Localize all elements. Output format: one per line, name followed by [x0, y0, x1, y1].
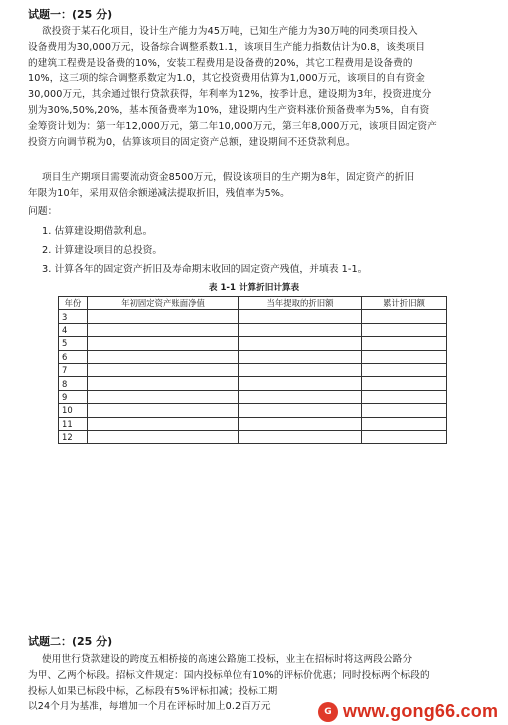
year-cell: 3 — [59, 310, 88, 323]
questions-heading: 问题： — [28, 206, 58, 217]
table-row — [59, 310, 447, 323]
question-item-2: 2. 计算建设项目的总投资。 — [42, 245, 163, 256]
accumulated-depreciation-cell[interactable] — [362, 310, 447, 323]
opening-net-value-cell[interactable] — [88, 310, 239, 323]
table-row — [59, 404, 447, 417]
question-1-title: 试题一：(25 分) — [28, 8, 113, 21]
accumulated-depreciation-cell[interactable] — [362, 390, 447, 403]
table-row — [59, 417, 447, 430]
year-cell: 12 — [59, 430, 88, 443]
annual-depreciation-cell[interactable] — [239, 323, 362, 336]
accumulated-depreciation-cell[interactable] — [362, 323, 447, 336]
year-cell: 7 — [59, 363, 88, 376]
table-caption: 表 1-1 计算折旧计算表 — [208, 283, 300, 293]
accumulated-depreciation-cell[interactable] — [362, 430, 447, 443]
year-cell: 8 — [59, 377, 88, 390]
opening-net-value-cell[interactable] — [88, 404, 239, 417]
year-cell: 10 — [59, 404, 88, 417]
text-line: 年限为10年，采用双倍余额递减法提取折旧，残值率为5%。 — [28, 187, 290, 199]
year-cell: 11 — [59, 417, 88, 430]
text-line: 以24个月为基准，每增加一个月在评标时加上0.2百万元 — [28, 701, 271, 713]
header-opening-net-value: 年初固定资产账面净值 — [88, 297, 239, 310]
site-watermark — [318, 698, 508, 725]
question-1-paragraph-2 — [28, 170, 493, 202]
text-line: 欲投资于某石化项目，设计生产能力为45万吨，已知生产能力为30万吨的同类项目投入 — [42, 26, 418, 37]
year-cell: 4 — [59, 323, 88, 336]
text-line: 投标人如果已标段中标，乙标段有5%评标扣减；投标工期 — [28, 685, 278, 697]
opening-net-value-cell[interactable] — [88, 323, 239, 336]
accumulated-depreciation-cell[interactable] — [362, 417, 447, 430]
question-2-title: 试题二：(25 分) — [28, 635, 113, 648]
table-row — [59, 363, 447, 376]
table-row — [59, 430, 447, 443]
year-cell: 9 — [59, 390, 88, 403]
annual-depreciation-cell[interactable] — [239, 390, 362, 403]
year-cell: 5 — [59, 337, 88, 350]
opening-net-value-cell[interactable] — [88, 417, 239, 430]
table-row — [59, 323, 447, 336]
opening-net-value-cell[interactable] — [88, 363, 239, 376]
opening-net-value-cell[interactable] — [88, 350, 239, 363]
table-row — [59, 350, 447, 363]
text-line: 为甲、乙两个标段。招标文件规定：国内投标单位有10%的评标价优惠；同时投标两个标段的 — [28, 669, 430, 681]
question-item-3: 3. 计算各年的固定资产折旧及寿命期末收回的固定资产残值，并填表 1-1。 — [42, 264, 368, 275]
annual-depreciation-cell[interactable] — [239, 337, 362, 350]
text-line: 的建筑工程费是设备费的10%，安装工程费用是设备费的20%，其它工程费用是设备费的 — [28, 57, 413, 69]
watermark-logo-icon: G — [318, 702, 338, 722]
accumulated-depreciation-cell[interactable] — [362, 377, 447, 390]
text-line: 金筹资计划为：第一年12,000万元，第二年10,000万元，第三年8,000万元，该项目固定资产 — [28, 120, 437, 132]
table-body — [59, 310, 447, 444]
header-year: 年份 — [59, 297, 88, 310]
table-header-row — [59, 297, 447, 310]
depreciation-table — [58, 296, 447, 444]
annual-depreciation-cell[interactable] — [239, 404, 362, 417]
text-line: 别为30%,50%,20%，基本预备费率为10%，建设期内生产资料涨价预备费率为5%，自有资 — [28, 104, 430, 116]
year-cell: 6 — [59, 350, 88, 363]
text-line: 投资方向调节税为0，估算该项目的固定资产总额，建设期间不还贷款利息。 — [28, 136, 356, 148]
watermark-url: www.gong66.com — [343, 701, 499, 721]
opening-net-value-cell[interactable] — [88, 337, 239, 350]
accumulated-depreciation-cell[interactable] — [362, 337, 447, 350]
accumulated-depreciation-cell[interactable] — [362, 363, 447, 376]
table-row — [59, 390, 447, 403]
text-line: 30,000万元，其余通过银行贷款获得，年利率为12%，按季计息，建设期为3年，投资进度分 — [28, 89, 432, 101]
table-row — [59, 377, 447, 390]
annual-depreciation-cell[interactable] — [239, 430, 362, 443]
header-annual-depreciation: 当年提取的折旧额 — [239, 297, 362, 310]
text-line: 项目生产期项目需要流动资金8500万元，假设该项目的生产期为8年，固定资产的折旧 — [42, 172, 415, 183]
text-line: 设备费用为30,000万元，设备综合调整系数1.1，该项目生产能力指数估计为0.8，该类项目 — [28, 41, 426, 53]
text-line: 10%，这三项的综合调整系数定为1.0，其它投资费用估算为1,000万元，该项目的自有资金 — [28, 73, 425, 85]
question-1-paragraph-1 — [28, 24, 493, 150]
annual-depreciation-cell[interactable] — [239, 310, 362, 323]
annual-depreciation-cell[interactable] — [239, 377, 362, 390]
annual-depreciation-cell[interactable] — [239, 417, 362, 430]
question-item-1: 1. 估算建设期借款利息。 — [42, 226, 153, 237]
text-line: 使用世行贷款建设的跨度五相桥接的高速公路施工投标，业主在招标时将这两段公路分 — [42, 654, 413, 665]
opening-net-value-cell[interactable] — [88, 430, 239, 443]
opening-net-value-cell[interactable] — [88, 377, 239, 390]
accumulated-depreciation-cell[interactable] — [362, 350, 447, 363]
table-row — [59, 337, 447, 350]
opening-net-value-cell[interactable] — [88, 390, 239, 403]
header-accumulated-depreciation: 累计折旧额 — [362, 297, 447, 310]
annual-depreciation-cell[interactable] — [239, 363, 362, 376]
annual-depreciation-cell[interactable] — [239, 350, 362, 363]
accumulated-depreciation-cell[interactable] — [362, 404, 447, 417]
